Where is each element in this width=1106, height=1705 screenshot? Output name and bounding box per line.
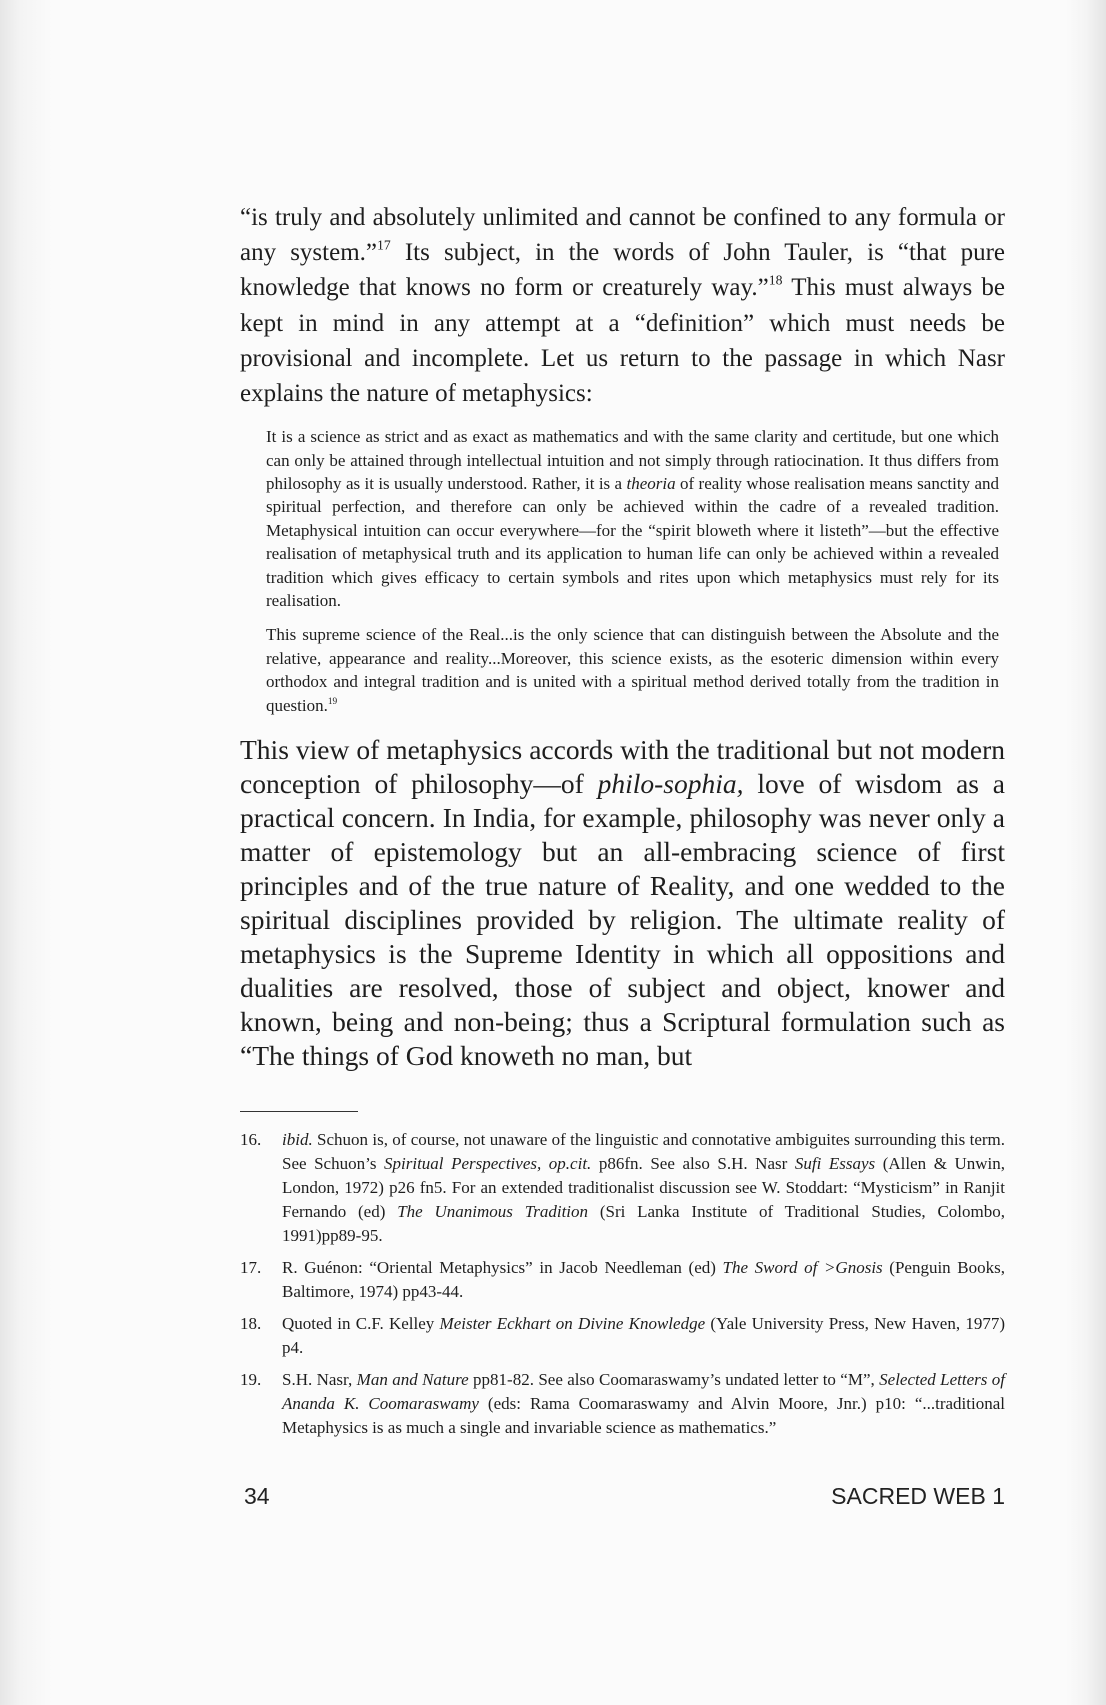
footnote-text: R. Guénon: “Oriental Metaphysics” in Jacob Needleman (ed) [282, 1258, 723, 1278]
quote-paragraph-1 [266, 425, 999, 612]
footnote-number: 18. [240, 1314, 262, 1334]
footnote-text: (Yale University Press, New Haven, 1977) p4. [282, 1314, 1005, 1358]
page-edge-right [1066, 0, 1106, 1705]
footnote-16 [240, 1128, 1005, 1248]
footnote-ref-19: 19 [327, 696, 338, 707]
intro-paragraph [240, 200, 1005, 411]
footnote-title: The Sword of >Gnosis [722, 1258, 883, 1278]
footnote-18 [240, 1312, 1005, 1360]
page-footer [244, 1483, 1005, 1513]
footnote-number: 19. [240, 1370, 262, 1390]
footnote-text: (Penguin Books, Baltimore, 1974) pp43-44. [282, 1258, 1006, 1302]
footnote-19 [240, 1368, 1005, 1440]
footnote-text: (eds: Rama Coomaraswamy and Alvin Moore, Jnr.) p10: “...traditional Metaphysics is as much a single and invariable science as mathematics.” [282, 1394, 1005, 1438]
footnote-title: Man and Nature [356, 1370, 469, 1390]
page-number: 34 [244, 1483, 270, 1509]
quote-text-1b: of reality whose realisation means sanctity and spiritual perfection, and therefore can only be achieved within the cadre of a revealed tradition. Metaphysical intuition can occur everywhere—for the “spirit bloweth where it listeth”—but the effective realisation of metaphysical truth and its application to human life can only be achieved within a revealed tradition which gives efficacy to certain symbols and rites upon which metaphysics must rely for its realisation. [266, 474, 999, 611]
footnote-ibid: ibid. [282, 1130, 313, 1150]
quote-text-1a: It is a science as strict and as exact as mathematics and with the same clarity and certitude, but one which can only be attained through intellectual intuition and not simply through ratiocination. It thus differs from philosophy as it is usually understood. Rather, it is a [266, 427, 999, 494]
footnote-text: (Sri Lanka Institute of Traditional Studies, Colombo, 1991)pp89-95. [282, 1202, 1005, 1246]
footnote-title: Sufi Essays [794, 1154, 876, 1174]
footnote-17 [240, 1256, 1005, 1304]
main-text-b: love of wisdom as a practical concern. In India, for example, philosophy was never only a matter of epistemology but an all-embracing science of first principles and of the true nature of Reality, and one wedded to the spiritual disciplines provided by religion. The ultimate reality of metaphysics is the Supreme Identity in which all oppositions and dualities are resolved, those of subject and object, knower and known, being and non-being; thus a Scriptural formulation such as “The things of God knoweth no man, but [240, 768, 1005, 1072]
footnote-number: 16. [240, 1130, 262, 1150]
footnote-title: Spiritual Perspectives, op.cit. [384, 1154, 592, 1174]
footnote-text: p86fn. See also S.H. Nasr [591, 1154, 795, 1174]
footnote-text: pp81-82. See also Coomaraswamy’s undated letter to “M”, [468, 1370, 880, 1390]
footnote-text: S.H. Nasr, [282, 1370, 357, 1390]
footnote-title: Meister Eckhart on Divine Knowledge [439, 1314, 706, 1334]
intro-text-2: Its subject, in the words of John Tauler, is “that pure knowledge that knows no form or creaturely way.” [240, 239, 1006, 302]
main-philosophia: philo-sophia, [597, 768, 744, 800]
footnote-rule [240, 1111, 358, 1112]
footnote-text: Quoted in C.F. Kelley [282, 1314, 440, 1334]
footnote-title: The Unanimous Tradition [397, 1202, 589, 1222]
footnote-text: (Allen & Unwin, London, 1972) p26 fn5. For an extended traditionalist discussion see W. Stoddart: “Mysticism” in Ranjit Fernando (ed) [282, 1154, 1006, 1222]
page-edge-left [0, 0, 52, 1705]
footnote-ref-18: 18 [768, 273, 783, 289]
footnote-text: Schuon is, of course, not unaware of the linguistic and connotative ambiguites surrounding this term. See Schuon’s [282, 1130, 1005, 1174]
footnote-title: Selected Letters of Ananda K. Coomaraswamy [282, 1370, 1005, 1414]
block-quote [266, 425, 999, 717]
intro-text-1: “is truly and absolutely unlimited and cannot be confined to any formula or any system.” [240, 204, 1005, 267]
intro-text-3: This must always be kept in mind in any attempt at a “definition” which must needs be provisional and incomplete. Let us return to the passage in which Nasr explains the nature of metaphysics: [240, 274, 1005, 408]
main-text-a: This view of metaphysics accords with the traditional but not modern conception of philosophy—of [240, 734, 1005, 800]
page-content [240, 200, 1005, 1448]
quote-paragraph-2 [266, 623, 999, 717]
footnote-ref-17: 17 [377, 237, 391, 253]
running-title: SACRED WEB 1 [831, 1483, 1005, 1509]
footnote-number: 17. [240, 1258, 262, 1278]
quote-theoria: theoria [626, 474, 676, 494]
main-paragraph [240, 733, 1005, 1073]
quote-text-2: This supreme science of the Real...is the only science that can distinguish between the Absolute and the relative, appearance and reality...Moreover, this science exists, as the esoteric dimension within every orthodox and integral tradition and is united with a spiritual method derived totally from the tradition in question. [266, 625, 999, 715]
